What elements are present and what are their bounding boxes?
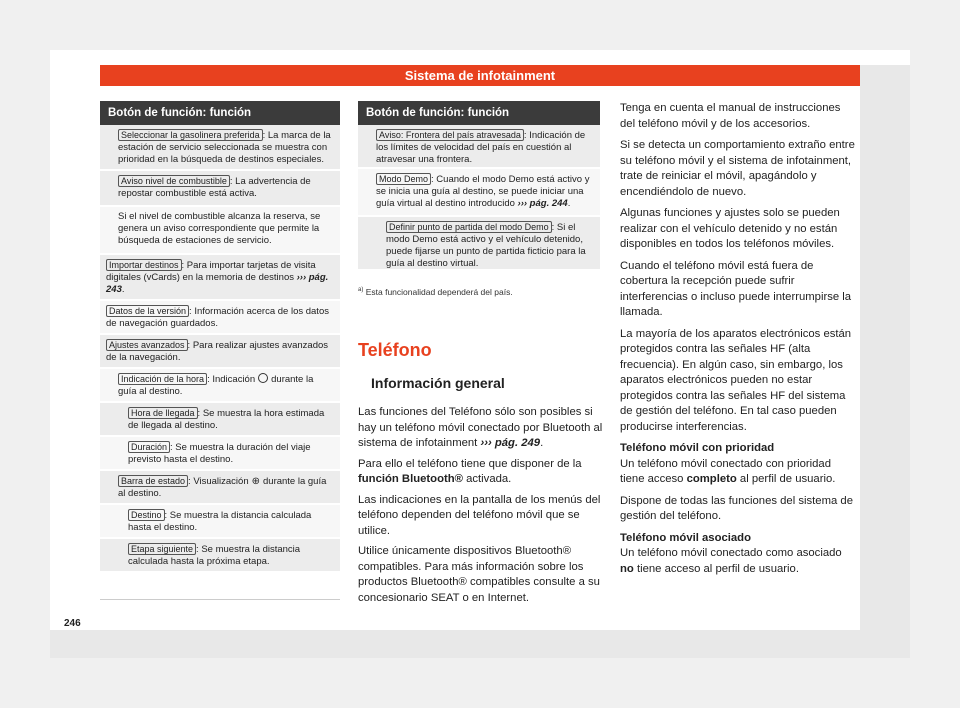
table-row bbox=[100, 335, 340, 369]
table-heading: Botón de función: función bbox=[358, 101, 600, 125]
row-text: . bbox=[567, 198, 571, 209]
function-button-label[interactable]: Etapa siguiente bbox=[128, 543, 196, 555]
paragraph: Las indicaciones en la pantalla de los menús del teléfono dependen del teléfono móvil que se utilice. bbox=[358, 493, 601, 537]
table-row bbox=[100, 539, 340, 573]
row-text: : Se muestra la duración del viaje previsto hasta el destino. bbox=[128, 442, 311, 465]
row-text: : Indicación de los límites de velocidad del país en cuestión al atravesar una frontera. bbox=[376, 130, 586, 165]
function-button-label[interactable]: Modo Demo bbox=[376, 173, 431, 185]
function-button-label[interactable]: Aviso nivel de combustible bbox=[118, 175, 230, 187]
right-margin-strip bbox=[860, 65, 910, 658]
page-ref-link[interactable]: ››› pág. 244 bbox=[517, 198, 568, 209]
paragraph: Algunas funciones y ajustes solo se pueden realizar con el vehículo detenido y no están disponibles en todos los teléfonos móviles. bbox=[620, 207, 840, 250]
paragraph: Tenga en cuenta el manual de instrucciones del teléfono móvil y de los accesorios. bbox=[620, 102, 841, 130]
paragraph: La mayoría de los aparatos electrónicos están protegidos contra las señales HF (alta frecuencia). En algún caso, sin embargo, los aparatos electrónicos pueden no estar protegidos contra las señales HF del sistema de gestión del teléfono. En tal caso pueden producirse interferencias. bbox=[620, 327, 852, 433]
function-button-label[interactable]: Datos de la versión bbox=[106, 305, 189, 317]
paragraph: Utilice únicamente dispositivos Bluetooth® compatibles. Para más información sobre los productos Bluetooth® compatibles consulte a su concesionario SEAT o en Internet. bbox=[358, 545, 600, 604]
paragraph: Un teléfono móvil conectado como asociado no tiene acceso al perfil de usuario. bbox=[620, 547, 842, 575]
table-heading: Botón de función: función bbox=[100, 101, 340, 125]
page-ref-link[interactable]: ››› pág. 249 bbox=[480, 437, 541, 449]
row-text: : Cuando el modo Demo está activo y se inicia una guía al destino, se puede iniciar una guía virtual al destino introducido bbox=[376, 174, 590, 209]
paragraph: Las funciones del Teléfono sólo son posibles si hay un teléfono móvil conectado por Bluetooth al sistema de infotainment ››› pág. 249. bbox=[358, 406, 603, 449]
function-button-label[interactable]: Indicación de la hora bbox=[118, 373, 207, 385]
row-text: . bbox=[121, 284, 125, 295]
row-text: durante la guía al destino. bbox=[118, 374, 314, 397]
function-button-label[interactable]: Aviso: Frontera del país atravesada bbox=[376, 129, 524, 141]
table-row bbox=[100, 437, 340, 471]
mid-function-table bbox=[358, 101, 600, 273]
subheading: Teléfono móvil asociado bbox=[620, 531, 751, 544]
table-row bbox=[358, 125, 600, 169]
clock-icon bbox=[258, 373, 268, 383]
page-header: Sistema de infotainment bbox=[100, 65, 860, 86]
table-row bbox=[100, 403, 340, 437]
table-row bbox=[100, 125, 340, 171]
mid-column-text bbox=[358, 405, 603, 611]
row-text: : La advertencia de repostar combustible está activa. bbox=[118, 176, 311, 199]
table-row bbox=[358, 169, 600, 217]
page-number: 246 bbox=[64, 618, 81, 629]
bottom-band bbox=[50, 630, 910, 658]
function-button-label[interactable]: Destino bbox=[128, 509, 165, 521]
function-button-label[interactable]: Importar destinos bbox=[106, 259, 182, 271]
paragraph: Si se detecta un comportamiento extraño entre su teléfono móvil y el sistema de infotainment, trate de reiniciar el móvil, apagándolo y encendiéndolo de nuevo. bbox=[620, 139, 855, 198]
subheading: Teléfono móvil con prioridad bbox=[620, 442, 775, 454]
row-text: : La marca de la estación de servicio seleccionada se muestra con prioridad en la búsqueda de destinos especiales. bbox=[118, 130, 331, 165]
row-text: : Visualización bbox=[188, 476, 249, 487]
row-text: : Si el modo Demo está activo y el vehículo detenido, puede fijarse un punto de partida ficticio para la guía al destino virtual. bbox=[386, 222, 586, 269]
footnote-text: Esta funcionalidad dependerá del país. bbox=[365, 287, 513, 297]
row-text: : Indicación bbox=[207, 374, 256, 385]
footnote bbox=[358, 287, 513, 297]
section-subtitle: Información general bbox=[371, 375, 505, 391]
function-button-label[interactable]: Definir punto de partida del modo Demo bbox=[386, 221, 552, 233]
table-row bbox=[100, 171, 340, 207]
row-text: : Para realizar ajustes avanzados de la navegación. bbox=[106, 340, 329, 363]
function-button-label[interactable]: Hora de llegada bbox=[128, 407, 198, 419]
flag-icon: ⊕ bbox=[251, 476, 260, 487]
paragraph: Cuando el teléfono móvil está fuera de cobertura la recepción puede sufrir interferencias o incluso puede interrumpirse la llamada. bbox=[620, 259, 852, 318]
table-row bbox=[100, 207, 340, 255]
function-button-label[interactable]: Ajustes avanzados bbox=[106, 339, 188, 351]
row-text: durante la guía al destino. bbox=[118, 476, 327, 499]
paragraph: Dispone de todas las funciones del sistema de gestión del teléfono. bbox=[620, 494, 853, 522]
function-button-label[interactable]: Duración bbox=[128, 441, 170, 453]
right-column-text bbox=[620, 101, 858, 583]
table-row bbox=[100, 471, 340, 505]
row-text: : Se muestra la distancia calculada hasta la próxima etapa. bbox=[128, 544, 301, 567]
table-row bbox=[358, 217, 600, 271]
function-button-label[interactable]: Barra de estado bbox=[118, 475, 188, 487]
paragraph: Para ello el teléfono tiene que disponer de la función Bluetooth® activada. bbox=[358, 457, 582, 485]
row-text: : Se muestra la hora estimada de llegada al destino. bbox=[128, 408, 325, 431]
paragraph: Un teléfono móvil conectado con prioridad tiene acceso completo al perfil de usuario. bbox=[620, 457, 836, 485]
row-text: : Para importar tarjetas de visita digitales (vCards) en la memoria de destinos bbox=[106, 260, 316, 283]
row-text: : Se muestra la distancia calculada hasta el destino. bbox=[128, 510, 312, 533]
row-text: : Información acerca de los datos de navegación guardados. bbox=[106, 306, 329, 329]
function-button-label[interactable]: Seleccionar la gasolinera preferida bbox=[118, 129, 263, 141]
table-row bbox=[100, 369, 340, 403]
table-row bbox=[100, 255, 340, 301]
section-title: Teléfono bbox=[358, 340, 432, 360]
row-text: Si el nivel de combustible alcanza la reserva, se genera un aviso correspondiente que permite la búsqueda de estaciones de servicio. bbox=[118, 211, 321, 246]
table-row bbox=[100, 301, 340, 335]
table-row bbox=[100, 505, 340, 539]
page-ref-link[interactable]: ››› pág. 243 bbox=[106, 272, 329, 295]
footnote-mark: a) bbox=[358, 287, 364, 294]
left-function-table bbox=[100, 101, 340, 600]
